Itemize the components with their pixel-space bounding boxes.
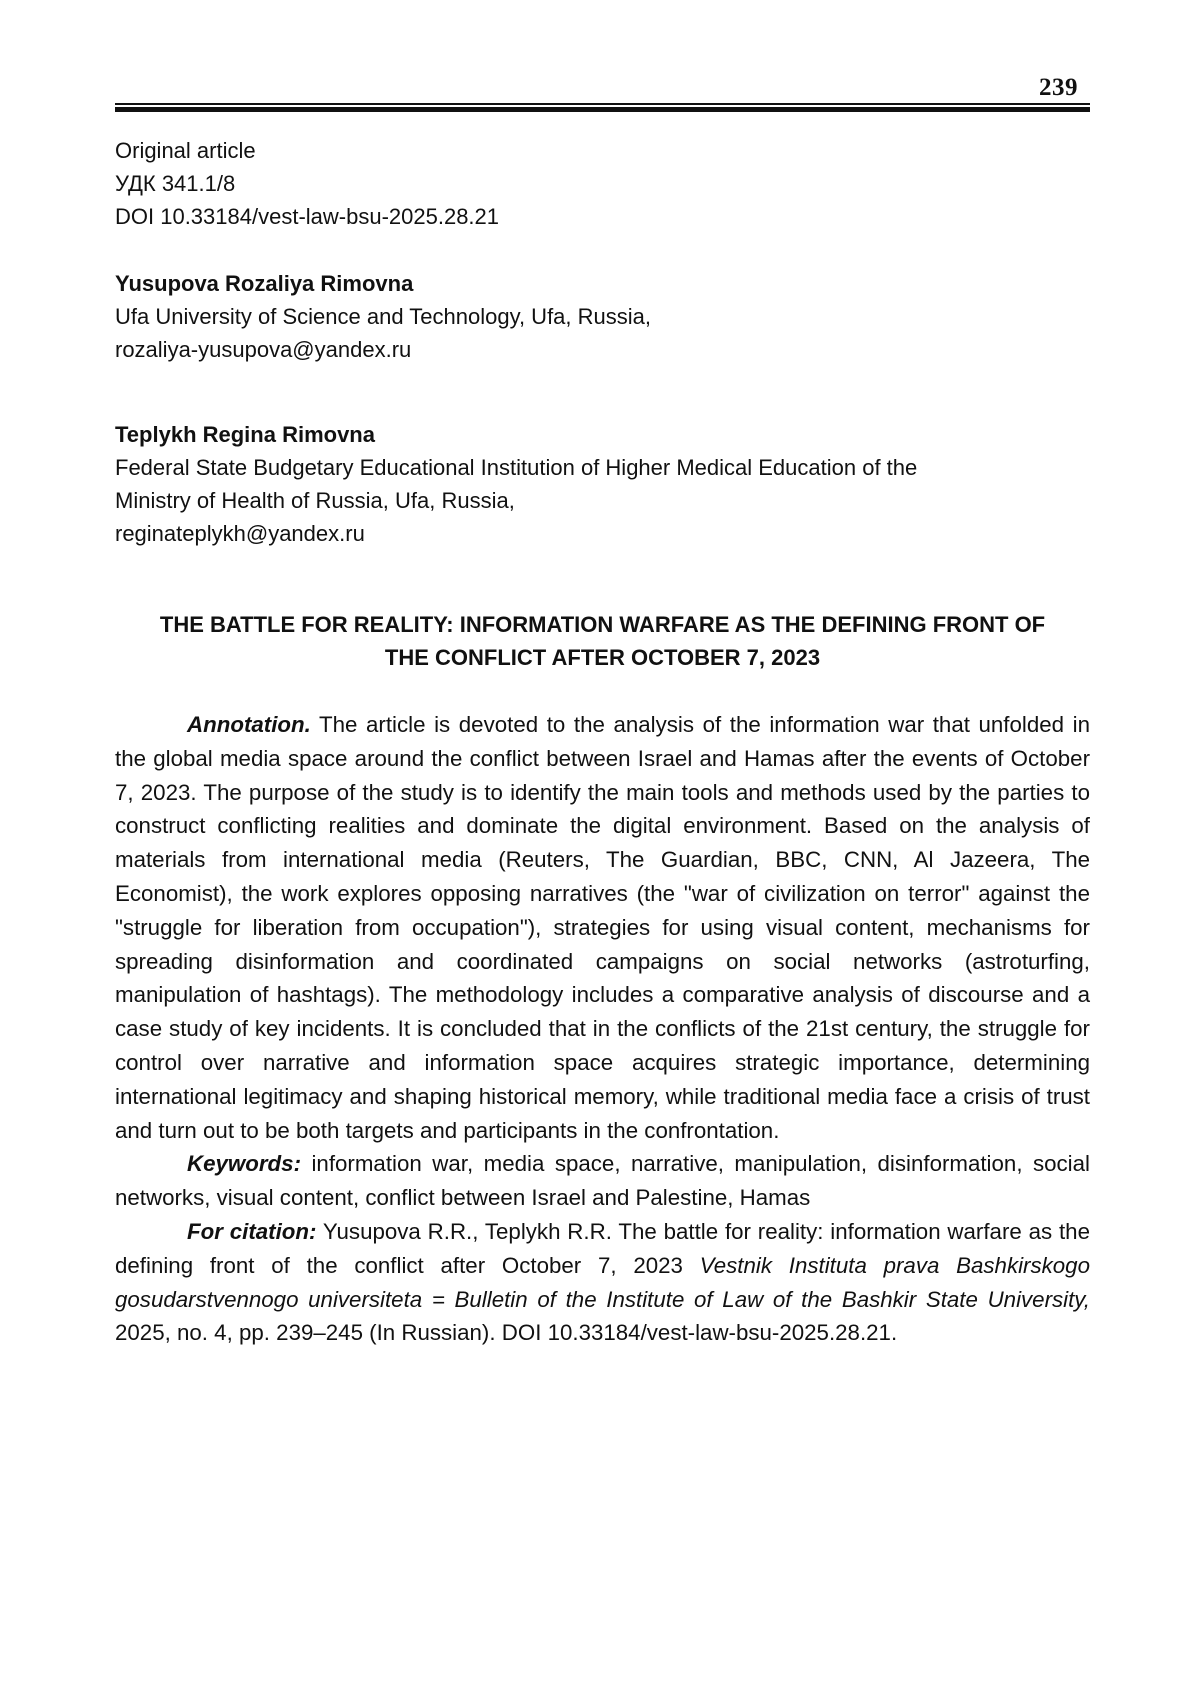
title-line-1: THE BATTLE FOR REALITY: INFORMATION WARFARE AS THE DEFINING FRONT OF <box>159 612 1046 637</box>
author-block <box>115 267 651 366</box>
article-meta <box>115 134 499 233</box>
author-email[interactable]: rozaliya-yusupova@yandex.ru <box>115 337 412 362</box>
annotation-text: The article is devoted to the analysis of the information war that unfolded in the global media space around the conflict between Israel and Hamas after the events of October 7, 2023. The purpose of the study is to identify the main tools and methods used by the parties to construct conflicting realities and dominate the digital environment. Based on the analysis of materials from international media (Reuters, The Guardian, BBC, CNN, Al Jazeera, The Economist), the work explores opposing narratives (the "war of civilization on terror" against the "struggle for liberation from occupation"), strategies for using visual content, mechanisms for spreading disinformation and coordinated campaigns on social networks (astroturfing, manipulation of hashtags). The methodology includes a comparative analysis of discourse and a case study of key incidents. It is concluded that in the conflicts of the 21st century, the struggle for control over narrative and information space acquires strategic importance, determining international legitimacy and shaping historical memory, while traditional media face a crisis of trust and turn out to be both targets and participants in the confrontation. <box>115 712 1090 1143</box>
abstract-section <box>115 708 1090 1350</box>
header-rule-thick <box>115 107 1090 112</box>
author-name: Yusupova Rozaliya Rimovna <box>115 271 414 296</box>
author-block <box>115 418 917 550</box>
udc-code: УДК 341.1/8 <box>115 171 236 196</box>
article-title <box>115 608 1090 674</box>
citation-label: For citation: <box>187 1218 317 1244</box>
author-affiliation-line2: Ministry of Health of Russia, Ufa, Russia, <box>115 488 515 513</box>
citation-journal: Vestnik Instituta prava Bashkirskogo gosudarstvennogo universiteta = Bulletin of the Institute of Law of the Bashkir State University, <box>115 1252 1090 1312</box>
article-type: Original article <box>115 138 256 163</box>
citation-text: Yusupova R.R., Teplykh R.R. The battle for reality: information warfare as the defining front of the conflict after October 7, 2023 <box>115 1218 1090 1278</box>
citation-paragraph <box>115 1215 1090 1350</box>
doi: DOI 10.33184/vest-law-bsu-2025.28.21 <box>115 204 500 229</box>
annotation-label: Annotation. <box>187 712 311 737</box>
page-number: 239 <box>1039 74 1078 101</box>
keywords-paragraph <box>115 1147 1090 1215</box>
author-email[interactable]: reginateplykh@yandex.ru <box>115 521 365 546</box>
title-line-2: THE CONFLICT AFTER OCTOBER 7, 2023 <box>384 645 821 670</box>
keywords-label: Keywords: <box>187 1151 301 1177</box>
header-rule-thin <box>115 103 1090 105</box>
author-name: Teplykh Regina Rimovna <box>115 422 375 447</box>
author-affiliation-line1: Federal State Budgetary Educational Institution of Higher Medical Education of the <box>115 455 918 480</box>
annotation-paragraph <box>115 708 1090 1147</box>
page-header <box>115 72 1090 112</box>
keywords-text: information war, media space, narrative, manipulation, disinformation, social networks, visual content, conflict between Israel and Palestine, Hamas <box>115 1151 1090 1211</box>
citation-details: 2025, no. 4, pp. 239–245 (In Russian). DOI 10.33184/vest-law-bsu-2025.28.21. <box>115 1320 898 1346</box>
author-affiliation: Ufa University of Science and Technology, Ufa, Russia, <box>115 304 652 329</box>
